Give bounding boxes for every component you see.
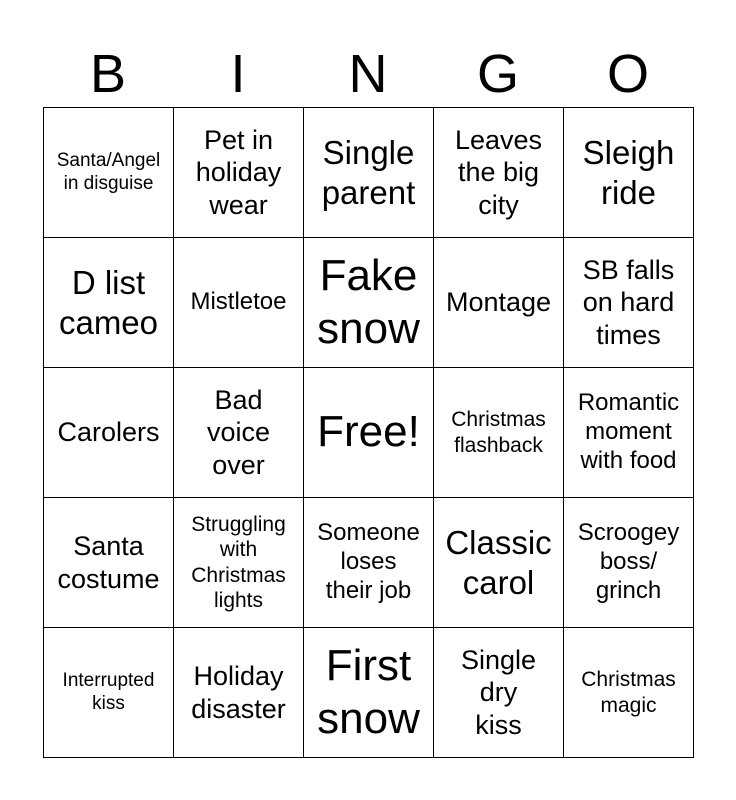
cell-label: Sleigh ride bbox=[582, 133, 675, 211]
cell-label: Carolers bbox=[57, 417, 160, 448]
cell-label: Single parent bbox=[321, 133, 416, 211]
bingo-cell[interactable] bbox=[44, 238, 174, 368]
cell-label: Holiday disaster bbox=[191, 661, 286, 724]
bingo-cell[interactable] bbox=[564, 628, 694, 758]
bingo-cell[interactable] bbox=[304, 628, 434, 758]
cell-label: Pet in holiday wear bbox=[195, 124, 282, 220]
bingo-cell[interactable] bbox=[434, 108, 564, 238]
bingo-cell[interactable] bbox=[44, 498, 174, 628]
cell-label: Leaves the big city bbox=[454, 124, 543, 220]
bingo-cell[interactable] bbox=[44, 368, 174, 498]
bingo-cell[interactable] bbox=[174, 108, 304, 238]
header-letter-n: N bbox=[348, 44, 388, 104]
cell-label: Classic carol bbox=[445, 523, 552, 601]
grid-row bbox=[44, 108, 694, 238]
grid-row bbox=[44, 628, 694, 758]
header-letter-b: B bbox=[89, 44, 127, 104]
cell-label: Santa costume bbox=[57, 531, 160, 594]
cell-label: Scroogey boss/ grinch bbox=[577, 519, 680, 604]
bingo-cell[interactable] bbox=[434, 628, 564, 758]
cell-label: Romantic moment with food bbox=[577, 389, 680, 474]
cell-label: SB falls on hard times bbox=[582, 254, 675, 350]
cell-label: Interrupted kiss bbox=[62, 669, 155, 714]
bingo-cell[interactable] bbox=[564, 498, 694, 628]
bingo-cell[interactable] bbox=[44, 628, 174, 758]
bingo-cell[interactable] bbox=[304, 108, 434, 238]
header-letter-i: I bbox=[230, 44, 246, 104]
header-letter-o: O bbox=[606, 44, 649, 104]
cell-label: Mistletoe bbox=[190, 288, 287, 316]
cell-label: Christmas magic bbox=[581, 668, 676, 717]
bingo-cell[interactable] bbox=[434, 498, 564, 628]
cell-label: Santa/Angel in disguise bbox=[56, 149, 161, 194]
bingo-cell[interactable] bbox=[564, 108, 694, 238]
cell-label: Montage bbox=[445, 287, 552, 318]
header-letter-g: G bbox=[476, 44, 519, 104]
cell-label: First snow bbox=[317, 640, 420, 743]
bingo-header bbox=[43, 42, 693, 106]
bingo-cell[interactable] bbox=[174, 628, 304, 758]
free-space-label: Free! bbox=[317, 407, 420, 457]
grid-row bbox=[44, 368, 694, 498]
bingo-cell[interactable] bbox=[174, 498, 304, 628]
bingo-card-grid bbox=[43, 107, 694, 758]
cell-label: Someone loses their job bbox=[317, 519, 420, 604]
bingo-cell[interactable] bbox=[174, 238, 304, 368]
cell-label: Bad voice over bbox=[206, 384, 271, 480]
grid-row bbox=[44, 498, 694, 628]
bingo-cell[interactable] bbox=[564, 238, 694, 368]
bingo-cell[interactable] bbox=[304, 238, 434, 368]
bingo-cell[interactable] bbox=[174, 368, 304, 498]
grid-row bbox=[44, 238, 694, 368]
free-space-cell[interactable] bbox=[304, 368, 434, 498]
cell-label: Single dry kiss bbox=[460, 644, 537, 740]
cell-label: D list cameo bbox=[58, 263, 159, 341]
cell-label: Christmas flashback bbox=[451, 408, 546, 457]
cell-label: Struggling with Christmas lights bbox=[191, 513, 286, 612]
bingo-cell[interactable] bbox=[434, 238, 564, 368]
bingo-cell[interactable] bbox=[564, 368, 694, 498]
cell-label: Fake snow bbox=[317, 250, 420, 353]
bingo-cell[interactable] bbox=[304, 498, 434, 628]
bingo-cell[interactable] bbox=[434, 368, 564, 498]
bingo-cell[interactable] bbox=[44, 108, 174, 238]
